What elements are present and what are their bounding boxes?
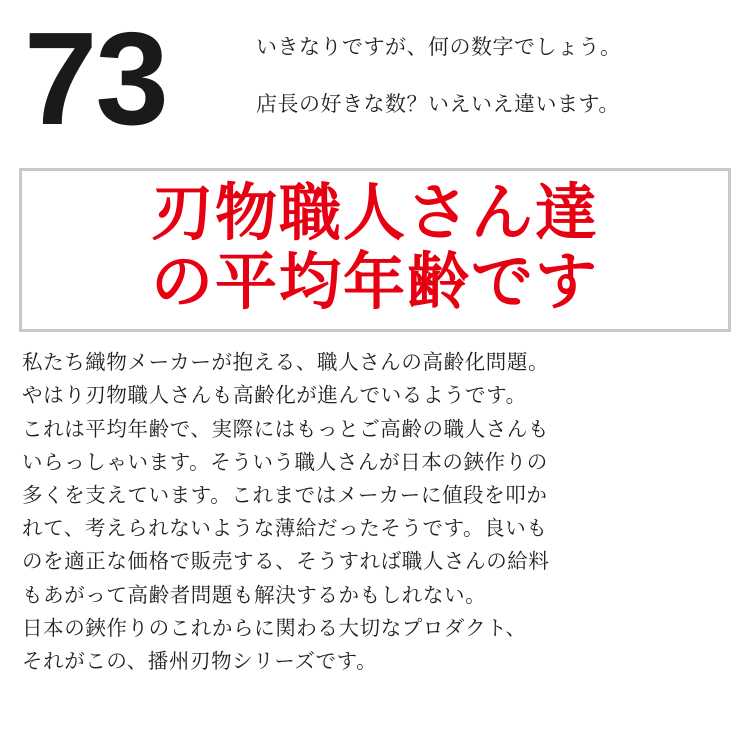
body-line: それがこの、播州刃物シリーズです。: [22, 650, 378, 674]
body-line: 私たち織物メーカーが抱える、職人さんの高齢化問題。: [22, 351, 550, 375]
body-line: 多くを支えています。これまではメーカーに値段を叩か: [22, 484, 548, 507]
body-line: いらっしゃいます。そういう職人さんが日本の鋏作りの: [22, 450, 548, 474]
headline-line-2: の平均年齢です: [150, 248, 599, 318]
body-line: 日本の鋏作りのこれからに関わる大切なプロダクト、: [22, 616, 527, 640]
intro-line-1: いきなりですが、何の数字でしょう。: [256, 36, 622, 59]
headline-box: [19, 168, 731, 332]
big-number-73: 73: [24, 5, 167, 152]
body-line: やはり刃物職人さんも高齢化が進んでいるようです。: [22, 384, 527, 408]
body-line: もあがって高齢者問題も解決するかもしれない。: [22, 583, 487, 607]
body-line: これは平均年齢で、実際にはもっとご高齢の職人さんも: [22, 417, 550, 441]
body-line: れて、考えられないような薄給だったそうです。良いも: [22, 517, 548, 541]
top-block: [16, 5, 734, 158]
intro-lines: [256, 18, 734, 119]
headline-line-1: 刃物職人さん達: [150, 179, 599, 248]
intro-line-2: 店長の好きな数？いえいえ違います。: [256, 93, 620, 117]
body-line: のを適正な価格で販売する、そうすれば職人さんの給料: [22, 550, 550, 574]
body-text: [22, 346, 728, 678]
